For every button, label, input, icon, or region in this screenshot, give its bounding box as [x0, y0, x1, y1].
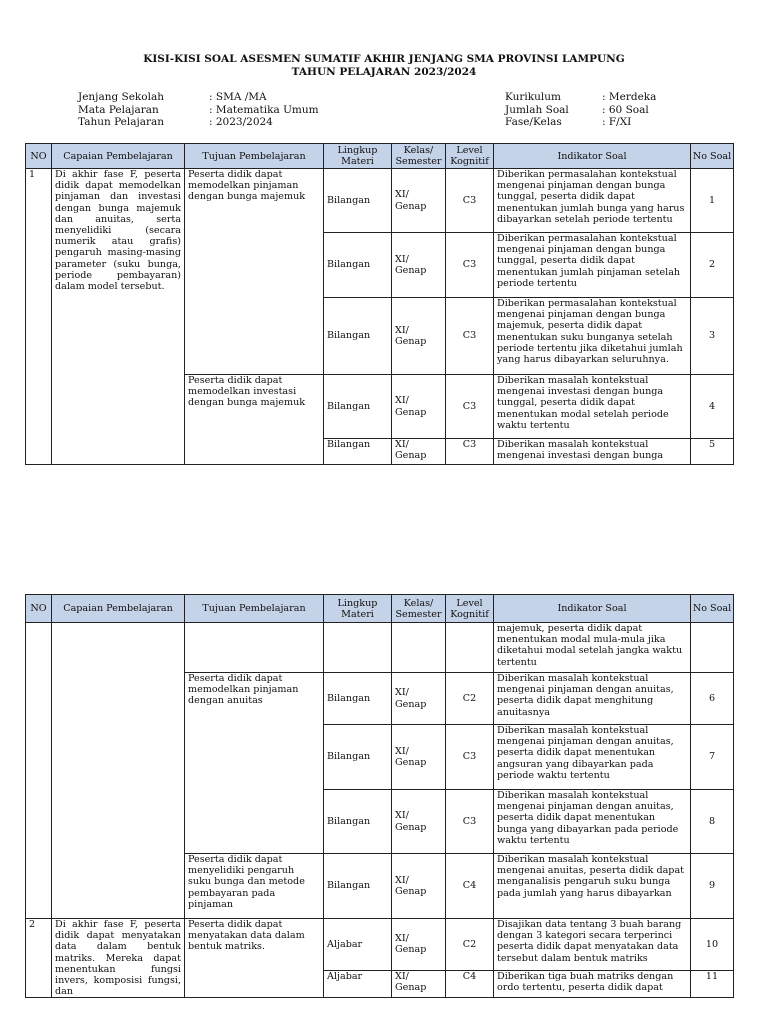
no-soal-cell: 1: [691, 169, 734, 233]
kelas-cell: XI/ Genap: [392, 439, 446, 465]
level-cell: C2: [446, 919, 494, 971]
kelas-cell: XI/ Genap: [392, 725, 446, 790]
col-header-capaian: Capaian Pembelajaran: [52, 144, 185, 169]
kelas-cell: XI/ Genap: [392, 790, 446, 854]
tujuan-pembelajaran-cell: Peserta didik dapat menyatakan data dalam bentuk matriks.: [185, 919, 324, 998]
level-cell: C3: [446, 725, 494, 790]
tujuan-pembelajaran-cell: Peserta didik dapat menyelidiki pengaruh suku bunga dan metode pembayaran pada pinjaman: [185, 854, 324, 919]
no-soal-cell: 2: [691, 233, 734, 298]
lingkup-cell: Aljabar: [324, 970, 392, 998]
level-cell: C3: [446, 169, 494, 233]
indikator-cell: Diberikan permasalahan kontekstual mengenai pinjaman dengan bunga tunggal, peserta didik dapat menentukan jumlah bunga yang harus dibayarkan setelah periode tertentu: [494, 169, 691, 233]
grid-table-page-2: [25, 594, 734, 998]
col-header-lingkup: Lingkup Materi: [324, 595, 392, 623]
tujuan-pembelajaran-cell: Peserta didik dapat memodelkan pinjaman dengan anuitas: [185, 673, 324, 854]
row-number: 1: [26, 169, 52, 465]
kelas-cell: XI/ Genap: [392, 233, 446, 298]
lingkup-cell: Bilangan: [324, 169, 392, 233]
level-cell: [446, 623, 494, 673]
level-cell: C3: [446, 439, 494, 465]
lingkup-cell: Bilangan: [324, 673, 392, 725]
meta-value: : 60 Soal: [602, 103, 649, 116]
table-row: [26, 169, 734, 233]
level-cell: C3: [446, 233, 494, 298]
meta-left: [78, 91, 319, 129]
indikator-cell: Diberikan masalah kontekstual mengenai pinjaman dengan anuitas, peserta didik dapat menghitung anuitasnya: [494, 673, 691, 725]
kelas-cell: XI/ Genap: [392, 169, 446, 233]
row-number: 2: [26, 919, 52, 998]
kelas-cell: XI/ Genap: [392, 919, 446, 971]
capaian-pembelajaran-cell: [52, 623, 185, 919]
lingkup-cell: Aljabar: [324, 919, 392, 971]
level-cell: C3: [446, 790, 494, 854]
capaian-pembelajaran-cell: Di akhir fase F, peserta didik dapat memodelkan pinjaman dan investasi dengan bunga majemuk dan anuitas, serta menyelidiki (secara numerik atau grafis) pengaruh masing-masing parameter (suku bunga, periode pembayaran) dalam model tersebut.: [52, 169, 185, 465]
col-header-kelas: Kelas/ Semester: [392, 144, 446, 169]
table-header-row: [26, 595, 734, 623]
lingkup-cell: Bilangan: [324, 298, 392, 375]
meta-value: : Merdeka: [602, 91, 657, 103]
col-header-no: NO: [26, 595, 52, 623]
indikator-cell: Diberikan permasalahan kontekstual mengenai pinjaman dengan bunga tunggal, peserta didik dapat menentukan jumlah pinjaman setelah periode tertentu: [494, 233, 691, 298]
table-row: [26, 623, 734, 673]
kelas-cell: XI/ Genap: [392, 970, 446, 998]
indikator-cell: Disajikan data tentang 3 buah barang dengan 3 kategori secara terperinci peserta didik dapat menyatakan data tersebut dalam bentuk matriks: [494, 919, 691, 971]
col-header-capaian: Capaian Pembelajaran: [52, 595, 185, 623]
indikator-cell: Diberikan permasalahan kontekstual mengenai pinjaman dengan bunga majemuk, peserta didik dapat menentukan suku bunganya setelah periode tertentu jika diketahui jumlah yang harus dibayarkan seluruhnya.: [494, 298, 691, 375]
meta-value: : Matematika Umum: [209, 103, 319, 116]
col-header-level: Level Kognitif: [446, 144, 494, 169]
no-soal-cell: 5: [691, 439, 734, 465]
lingkup-cell: Bilangan: [324, 375, 392, 439]
table-header-row: [26, 144, 734, 169]
no-soal-cell: 3: [691, 298, 734, 375]
kelas-cell: XI/ Genap: [392, 854, 446, 919]
indikator-cell: Diberikan tiga buah matriks dengan ordo tertentu, peserta didik dapat: [494, 970, 691, 998]
no-soal-cell: 9: [691, 854, 734, 919]
col-header-no-soal: No Soal: [691, 144, 734, 169]
kelas-cell: XI/ Genap: [392, 673, 446, 725]
level-cell: C4: [446, 854, 494, 919]
meta-label: Jumlah Soal: [505, 103, 569, 116]
document-subtitle: TAHUN PELAJARAN 2023/2024: [291, 66, 477, 78]
no-soal-cell: 11: [691, 970, 734, 998]
no-soal-cell: 6: [691, 673, 734, 725]
level-cell: C3: [446, 375, 494, 439]
no-soal-cell: 10: [691, 919, 734, 971]
col-header-kelas: Kelas/ Semester: [392, 595, 446, 623]
grid-table-page-1: [25, 143, 734, 465]
indikator-cell: Diberikan masalah kontekstual mengenai pinjaman dengan anuitas, peserta didik dapat menentukan bunga yang dibayarkan pada periode waktu tertentu: [494, 790, 691, 854]
meta-value: : SMA /MA: [209, 91, 267, 103]
capaian-pembelajaran-cell: Di akhir fase F, peserta didik dapat menyatakan data dalam bentuk matriks. Mereka dapat menentukan fungsi invers, komposisi fungsi, dan: [52, 919, 185, 998]
kelas-cell: [392, 623, 446, 673]
col-header-tujuan: Tujuan Pembelajaran: [185, 144, 324, 169]
meta-label: Tahun Pelajaran: [78, 116, 165, 128]
no-soal-cell: 7: [691, 725, 734, 790]
meta-value: : 2023/2024: [209, 116, 273, 128]
col-header-lingkup: Lingkup Materi: [324, 144, 392, 169]
indikator-cell: majemuk, peserta didik dapat menentukan modal mula-mula jika diketahui modal setelah jangka waktu tertentu: [494, 623, 691, 673]
meta-value: : F/XI: [602, 116, 632, 128]
meta-label: Kurikulum: [505, 91, 561, 103]
col-header-tujuan: Tujuan Pembelajaran: [185, 595, 324, 623]
indikator-cell: Diberikan masalah kontekstual mengenai investasi dengan bunga: [494, 439, 691, 465]
no-soal-cell: [691, 623, 734, 673]
lingkup-cell: Bilangan: [324, 233, 392, 298]
level-cell: C2: [446, 673, 494, 725]
level-cell: C4: [446, 970, 494, 998]
document-title: KISI-KISI SOAL ASESMEN SUMATIF AKHIR JENJANG SMA PROVINSI LAMPUNG: [143, 53, 625, 65]
meta-label: Mata Pelajaran: [78, 103, 159, 116]
col-header-level: Level Kognitif: [446, 595, 494, 623]
meta-label: Fase/Kelas: [505, 116, 562, 128]
tujuan-pembelajaran-cell: [185, 623, 324, 673]
lingkup-cell: Bilangan: [324, 790, 392, 854]
meta-label: Jenjang Sekolah: [78, 91, 164, 103]
col-header-no: NO: [26, 144, 52, 169]
col-header-indikator: Indikator Soal: [494, 144, 691, 169]
indikator-cell: Diberikan masalah kontekstual mengenai anuitas, peserta didik dapat menganalisis pengaruh suku bunga pada jumlah yang harus dibayarkan: [494, 854, 691, 919]
col-header-indikator: Indikator Soal: [494, 595, 691, 623]
kelas-cell: XI/ Genap: [392, 298, 446, 375]
level-cell: C3: [446, 298, 494, 375]
row-number: [26, 623, 52, 919]
lingkup-cell: Bilangan: [324, 854, 392, 919]
kelas-cell: XI/ Genap: [392, 375, 446, 439]
lingkup-cell: Bilangan: [324, 725, 392, 790]
col-header-no-soal: No Soal: [691, 595, 734, 623]
meta-right: [505, 91, 656, 129]
no-soal-cell: 4: [691, 375, 734, 439]
table-row: [26, 919, 734, 971]
lingkup-cell: Bilangan: [324, 439, 392, 465]
indikator-cell: Diberikan masalah kontekstual mengenai pinjaman dengan anuitas, peserta didik dapat menentukan angsuran yang dibayarkan pada periode waktu tertentu: [494, 725, 691, 790]
indikator-cell: Diberikan masalah kontekstual mengenai investasi dengan bunga tunggal, peserta didik dapat menentukan modal setelah periode waktu tertentu: [494, 375, 691, 439]
no-soal-cell: 8: [691, 790, 734, 854]
tujuan-pembelajaran-cell: Peserta didik dapat memodelkan pinjaman dengan bunga majemuk: [185, 169, 324, 375]
tujuan-pembelajaran-cell: Peserta didik dapat memodelkan investasi dengan bunga majemuk: [185, 375, 324, 465]
lingkup-cell: [324, 623, 392, 673]
